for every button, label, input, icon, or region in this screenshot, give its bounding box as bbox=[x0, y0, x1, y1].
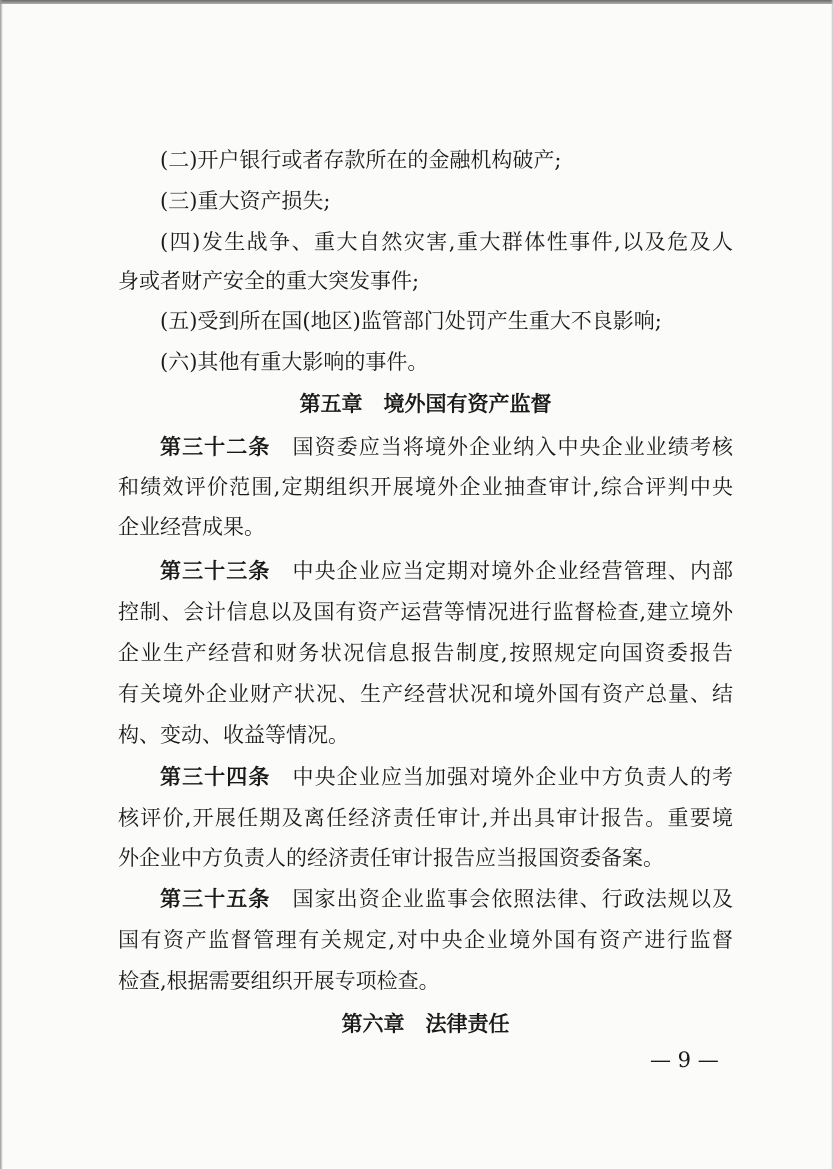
page-number: — 9 — bbox=[650, 1048, 719, 1072]
article-33-line: 控制、会计信息以及国有资产运营等情况进行监督检查,建立境外 bbox=[118, 600, 733, 624]
article-33-line: 企业生产经营和财务状况信息报告制度,按照规定向国资委报告 bbox=[118, 641, 733, 665]
chapter-6-heading: 第六章 法律责任 bbox=[341, 1012, 510, 1036]
article-label: 第三十二条 bbox=[160, 435, 271, 459]
article-32 bbox=[118, 432, 733, 462]
article-text: 国资委应当将境外企业纳入中央企业业绩考核 bbox=[292, 435, 734, 459]
item-4: (四)发生战争、重大自然灾害,重大群体性事件,以及危及人 bbox=[160, 230, 733, 254]
article-32-line: 和绩效评价范围,定期组织开展境外企业抽查审计,综合评判中央 bbox=[118, 475, 733, 499]
chapter-5-heading: 第五章 境外国有资产监督 bbox=[299, 392, 552, 416]
article-34-line: 核评价,开展任期及离任经济责任审计,并出具审计报告。重要境 bbox=[118, 806, 733, 830]
item-4-cont: 身或者财产安全的重大突发事件; bbox=[118, 269, 420, 293]
item-2: (二)开户银行或者存款所在的金融机构破产; bbox=[160, 148, 562, 172]
article-label: 第三十五条 bbox=[160, 887, 271, 911]
article-33-line: 构、变动、收益等情况。 bbox=[118, 723, 349, 747]
article-35-line: 检查,根据需要组织开展专项检查。 bbox=[118, 969, 440, 993]
article-33-line: 有关境外企业财产状况、生产经营状况和境外国有资产总量、结 bbox=[118, 682, 733, 706]
article-text: 中央企业应当定期对境外企业经营管理、内部 bbox=[292, 559, 734, 583]
article-text: 国家出资企业监事会依照法律、行政法规以及 bbox=[292, 887, 734, 911]
article-label: 第三十四条 bbox=[160, 765, 271, 789]
item-5: (五)受到所在国(地区)监管部门处罚产生重大不良影响; bbox=[160, 309, 662, 333]
article-34-line: 外企业中方负责人的经济责任审计报告应当报国资委备案。 bbox=[118, 846, 664, 870]
article-32-line: 企业经营成果。 bbox=[118, 515, 265, 539]
item-3: (三)重大资产损失; bbox=[160, 189, 331, 213]
article-35-line: 国有资产监督管理有关规定,对中央企业境外国有资产进行监督 bbox=[118, 928, 733, 952]
article-34 bbox=[118, 762, 733, 792]
article-33 bbox=[118, 556, 733, 586]
article-35 bbox=[118, 884, 733, 914]
article-text: 中央企业应当加强对境外企业中方负责人的考 bbox=[292, 765, 734, 789]
article-label: 第三十三条 bbox=[160, 559, 271, 583]
item-6: (六)其他有重大影响的事件。 bbox=[160, 350, 429, 374]
